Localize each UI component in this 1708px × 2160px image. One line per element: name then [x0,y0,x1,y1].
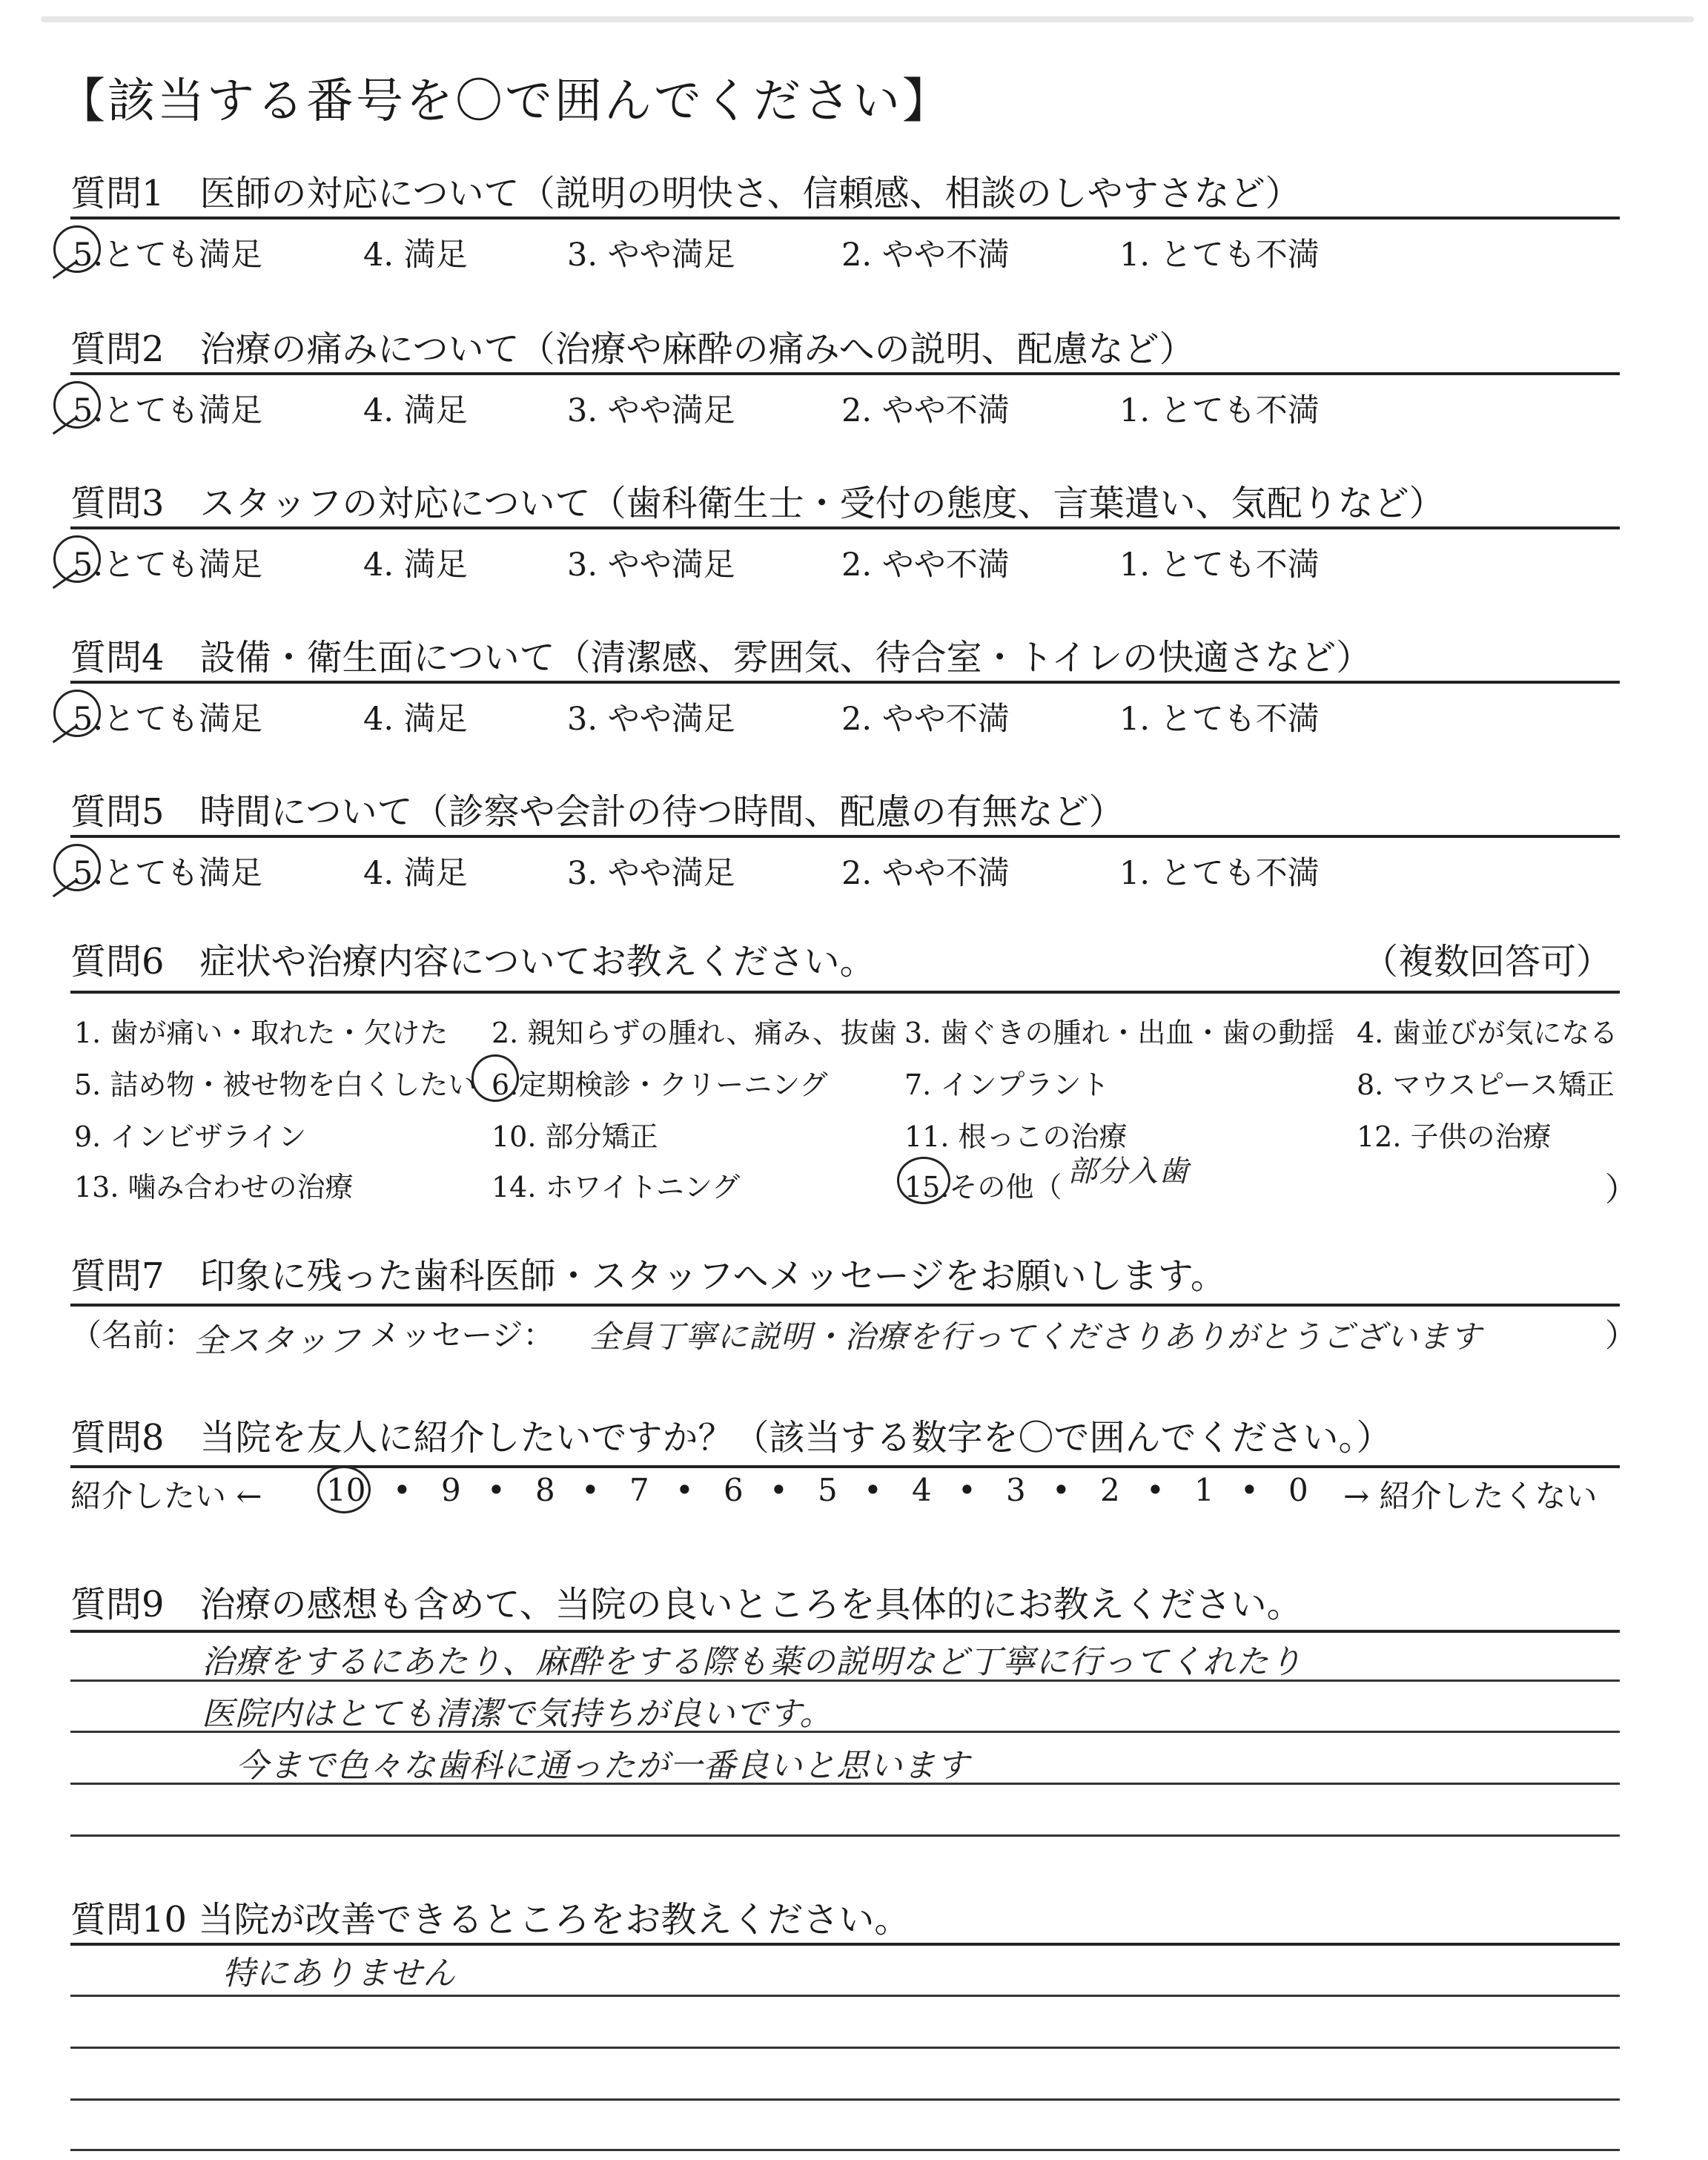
q6-selection-circle-6 [471,1054,519,1102]
q8-scale-separator: • [958,1472,976,1508]
q3-option-3[interactable]: 3. やや満足 [567,546,735,584]
q6-title: 質問6 症状や治療内容についてお教えください。 [70,941,875,982]
q6-option-10[interactable]: 10. 部分矯正 [491,1120,658,1153]
q3-options-row [0,540,1708,584]
q6-option-4[interactable]: 4. 歯並びが気になる [1357,1017,1618,1049]
q8-scale-7[interactable]: 7 [629,1472,649,1508]
q6-option-13[interactable]: 13. 噛み合わせの治療 [74,1171,354,1203]
q9-answer-line-3: 今まで色々な歯科に通ったが一番良いと思います [236,1747,970,1785]
q6-option-2[interactable]: 2. 親知らずの腫れ、痛み、抜歯 [491,1017,897,1049]
q2-option-3[interactable]: 3. やや満足 [567,392,735,429]
q4-rule [70,681,1620,684]
q8-scale-1[interactable]: 1 [1194,1472,1214,1508]
page-header: 【該当する番号を〇で囲んでください】 [58,74,952,129]
q2-option-4[interactable]: 4. 満足 [363,392,468,429]
q2-title: 質問2 治療の痛みについて（治療や麻酔の痛みへの説明、配慮など） [70,328,1195,370]
q7-name-label: （名前： [70,1317,196,1353]
q2-selection-circle [53,381,101,429]
q8-scale-6[interactable]: 6 [724,1472,744,1508]
q10-rule-3 [70,2047,1620,2049]
q6-option-14[interactable]: 14. ホワイトニング [491,1171,741,1203]
q6-close-paren: ） [1605,1171,1638,1209]
q8-scale-separator: • [864,1472,882,1508]
q3-rule [70,526,1620,529]
q3-option-1[interactable]: 1. とても不満 [1119,546,1320,584]
q4-options-row [0,694,1708,739]
q9-rule-5 [70,1834,1620,1837]
q9-rule-1 [70,1630,1620,1633]
q1-options-row [0,230,1708,274]
q8-scale-separator: • [1146,1472,1165,1508]
q6-option-1[interactable]: 1. 歯が痛い・取れた・欠けた [74,1017,448,1049]
q4-option-2[interactable]: 2. やや不満 [841,701,1010,738]
q6-option-11[interactable]: 11. 根っこの治療 [904,1120,1128,1153]
q1-rule [70,217,1620,219]
q10-rule-1 [70,1943,1620,1946]
q10-rule-5 [70,2149,1620,2151]
q8-scale-2[interactable]: 2 [1100,1472,1120,1508]
q5-selection-circle [53,844,101,891]
q5-option-4[interactable]: 4. 満足 [363,855,468,892]
q3-option-2[interactable]: 2. やや不満 [841,546,1010,584]
q8-scale-10[interactable]: 10 [326,1472,366,1508]
q6-rule [70,991,1620,994]
q8-selection-circle [317,1466,371,1513]
q5-option-3[interactable]: 3. やや満足 [567,855,735,892]
q5-rule [70,835,1620,838]
q1-selection-circle [53,225,101,273]
q6-selection-circle-15 [897,1157,950,1204]
q2-option-2[interactable]: 2. やや不満 [841,392,1010,429]
q2-option-5[interactable]: 5.とても満足 [73,392,263,429]
q6-option-7[interactable]: 7. インプラント [904,1069,1110,1101]
q8-title: 質問8 当院を友人に紹介したいですか？（該当する数字を〇で囲んでください。） [70,1417,1392,1459]
q10-answer-line-1: 特にありません [222,1955,456,1992]
q7-message-value: 全員丁寧に説明・治療を行ってくださりありがとうございます [589,1318,1483,1355]
q8-scale-9[interactable]: 9 [441,1472,461,1508]
q8-right-label: → 紹介したくない [1343,1478,1598,1514]
q3-selection-circle [53,535,101,583]
q9-answer-line-1: 治療をするにあたり、麻酔をする際も薬の説明など丁寧に行ってくれたり [202,1643,1302,1681]
q7-answer-row [0,1311,1708,1360]
q8-scale-0[interactable]: 0 [1288,1472,1308,1508]
q6-option-9[interactable]: 9. インビザライン [74,1120,307,1153]
q8-scale-separator: • [487,1472,506,1508]
q1-option-3[interactable]: 3. やや満足 [567,237,735,274]
q1-option-5[interactable]: 5.とても満足 [73,237,263,274]
q6-option-5[interactable]: 5. 詰め物・被せ物を白くしたい [74,1069,477,1101]
q2-option-1[interactable]: 1. とても不満 [1119,392,1320,429]
q8-scale-8[interactable]: 8 [535,1472,555,1508]
q6-note: （複数回答可） [1363,941,1612,982]
q1-option-2[interactable]: 2. やや不満 [841,237,1010,274]
q1-option-4[interactable]: 4. 満足 [363,237,468,274]
q5-option-1[interactable]: 1. とても不満 [1119,855,1320,892]
q7-message-label: メッセージ： [369,1317,555,1353]
q7-close-paren: ） [1605,1318,1637,1355]
q7-title: 質問7 印象に残った歯科医師・スタッフへメッセージをお願いします。 [70,1255,1226,1297]
q6-option-12[interactable]: 12. 子供の治療 [1357,1120,1552,1153]
q8-scale-5[interactable]: 5 [818,1472,838,1508]
q8-left-label: 紹介したい ← [70,1478,262,1514]
q6-option-3[interactable]: 3. 歯ぐきの腫れ・出血・歯の動揺 [904,1017,1335,1049]
q4-title: 質問4 設備・衛生面について（清潔感、雰囲気、待合室・トイレの快適さなど） [70,637,1372,678]
q2-options-row [0,386,1708,430]
q4-option-4[interactable]: 4. 満足 [363,701,468,738]
q6-option-6[interactable]: 6.定期検診・クリーニング [491,1069,828,1101]
q8-scale-separator: • [1240,1472,1259,1508]
q7-rule [70,1304,1620,1307]
q4-selection-circle [53,690,101,737]
q6-other-text: 部分入歯 [1068,1155,1189,1189]
q8-scale-3[interactable]: 3 [1006,1472,1026,1508]
q2-rule [70,372,1620,375]
q5-option-5[interactable]: 5.とても満足 [73,855,263,892]
q9-title: 質問9 治療の感想も含めて、当院の良いところを具体的にお教えください。 [70,1584,1302,1625]
q8-scale-separator: • [769,1472,788,1508]
q1-option-1[interactable]: 1. とても不満 [1119,237,1320,274]
q7-name-value: 全スタッフ [194,1322,361,1360]
q8-scale-4[interactable]: 4 [912,1472,932,1508]
q4-option-5[interactable]: 5.とても満足 [73,701,263,738]
q6-option-15[interactable]: 15.その他（ [904,1171,1062,1203]
q8-scale-separator: • [393,1472,411,1508]
q8-rule [70,1465,1620,1468]
q10-rule-2 [70,1995,1620,1997]
q1-title: 質問1 医師の対応について（説明の明快さ、信頼感、相談のしやすさなど） [70,173,1301,214]
q5-title: 質問5 時間について（診察や会計の待つ時間、配慮の有無など） [70,791,1125,833]
q10-rule-4 [70,2098,1620,2101]
scan-top-edge [41,16,1694,22]
q5-option-2[interactable]: 2. やや不満 [841,855,1010,892]
q8-scale-separator: • [1052,1472,1070,1508]
q8-scale-separator: • [675,1472,694,1508]
q4-option-3[interactable]: 3. やや満足 [567,701,735,738]
q10-title: 質問10 当院が改善できるところをお教えください。 [70,1899,910,1941]
q9-answer-line-2: 医院内はとても清潔で気持ちが良いです。 [202,1695,833,1733]
q3-option-4[interactable]: 4. 満足 [363,546,468,584]
q8-scale-row [0,1472,1708,1516]
q3-title: 質問3 スタッフの対応について（歯科衛生士・受付の態度、言葉遣い、気配りなど） [70,483,1445,524]
q4-option-1[interactable]: 1. とても不満 [1119,701,1320,738]
q8-scale-separator: • [581,1472,600,1508]
q6-option-8[interactable]: 8. マウスピース矯正 [1357,1069,1615,1101]
q5-options-row [0,848,1708,893]
q3-option-5[interactable]: 5.とても満足 [73,546,263,584]
